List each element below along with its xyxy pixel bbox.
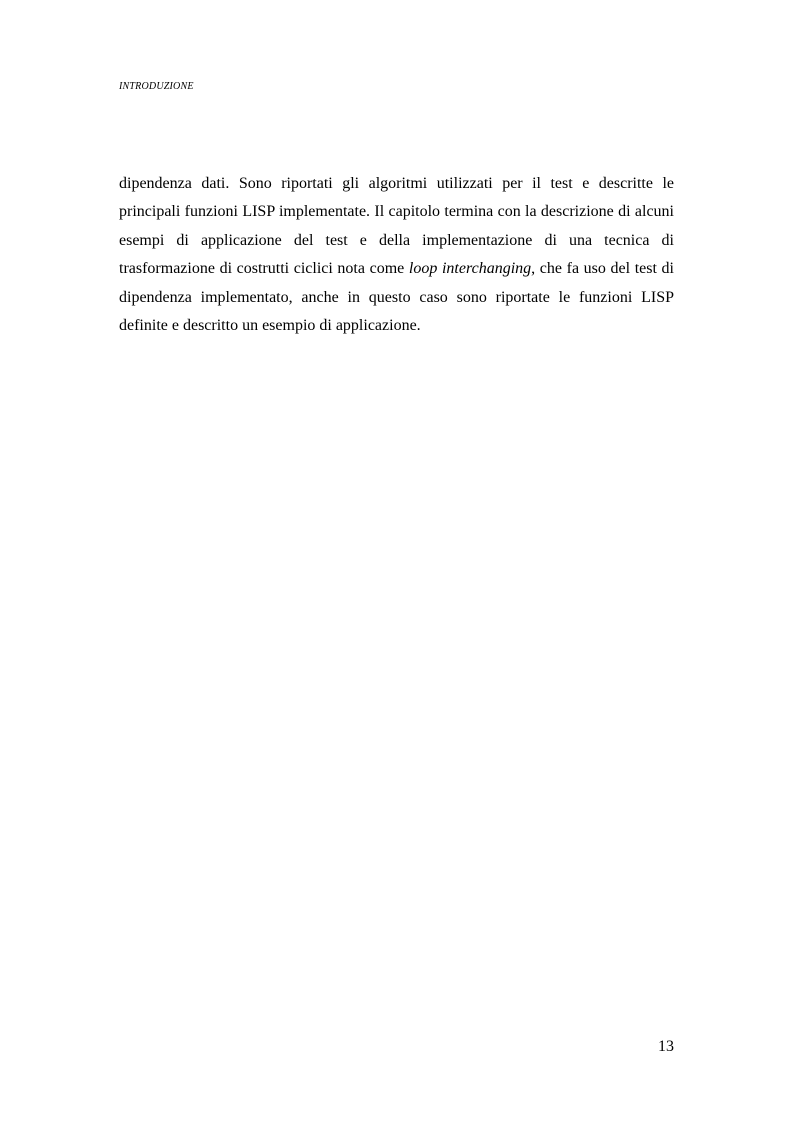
body-paragraph [119, 170, 674, 340]
paragraph-line-5: dipendenza implementato, anche in questo caso sono riportate le funzioni LISP [119, 288, 674, 306]
running-header: INTRODUZIONE [119, 81, 194, 92]
paragraph-line-4 [119, 255, 674, 283]
paragraph-line-4-start: trasformazione di costrutti ciclici nota come [119, 260, 405, 278]
paragraph-line-4-end: , che fa uso del test di [531, 260, 674, 278]
paragraph-line-2: principali funzioni LISP implementate. Il capitolo termina con la descrizione di alcuni [119, 203, 674, 221]
paragraph-line-1: dipendenza dati. Sono riportati gli algoritmi utilizzati per il test e descritte le [119, 175, 674, 192]
paragraph-line-6: definite e descritto un esempio di applicazione. [119, 317, 421, 335]
italic-term-loop-interchanging: loop interchanging [408, 260, 532, 278]
paragraph-line-3: esempi di applicazione del test e della implementazione di una tecnica di [119, 231, 674, 249]
page-number: 13 [658, 1038, 674, 1055]
